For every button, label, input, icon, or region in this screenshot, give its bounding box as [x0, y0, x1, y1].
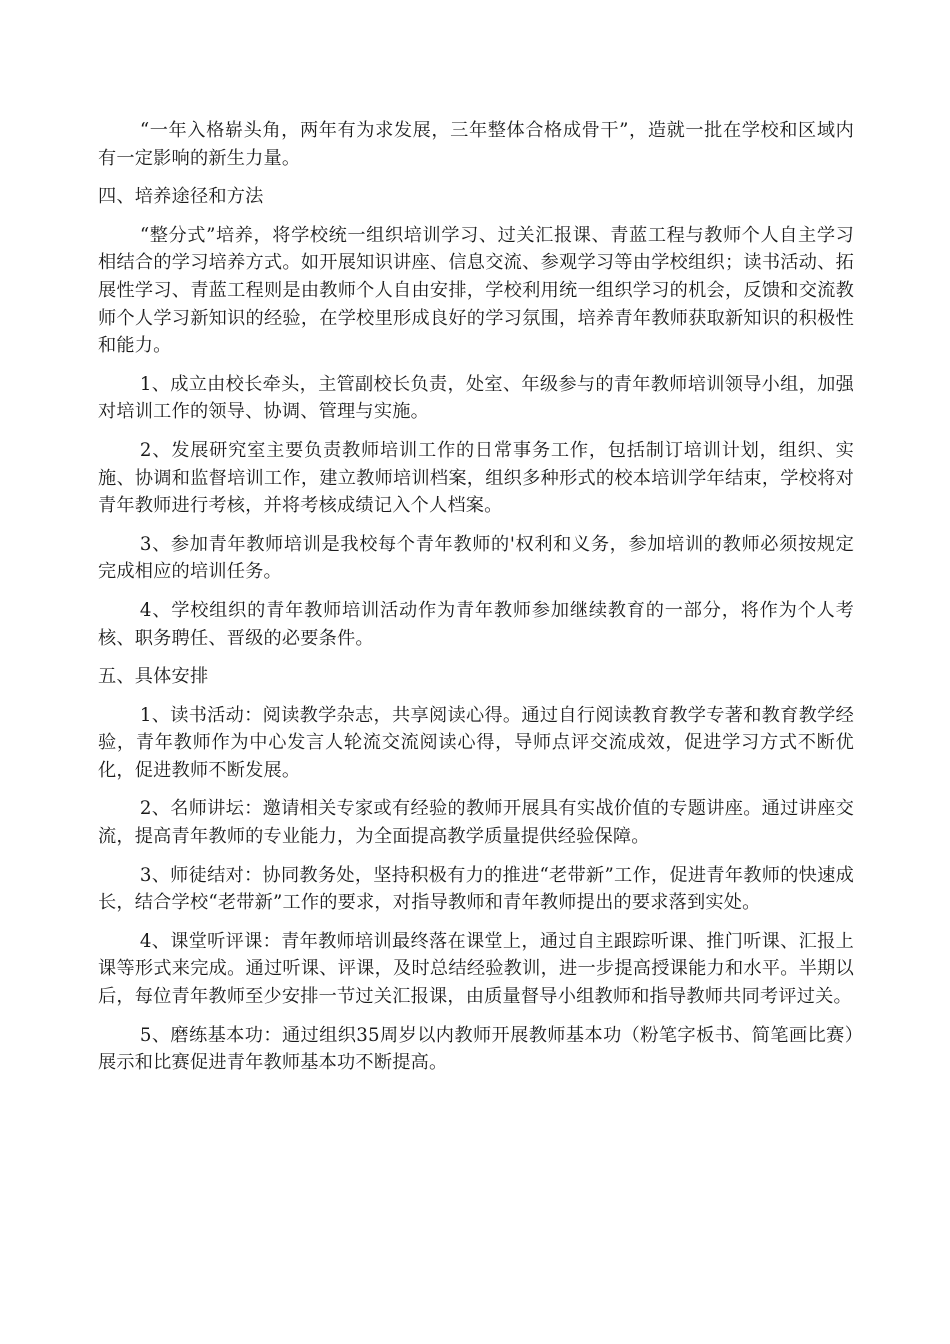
paragraph-arrangement-2: 2、名师讲坛：邀请相关专家或有经验的教师开展具有实战价值的专题讲座。通过讲座交流，提高青年教师的专业能力，为全面提高教学质量提供经验保障。 — [98, 798, 854, 848]
paragraph-item-2: 2、发展研究室主要负责教师培训工作的日常事务工作，包括制订培训计划，组织、实施、协调和监督培训工作，建立教师培训档案，组织多种形式的校本培训学年结束，学校将对青年教师进行考核，并将考核成绩记入个人档案。 — [98, 439, 854, 517]
section-heading-5: 五、具体安排 — [98, 666, 209, 688]
paragraph-item-1: 1、成立由校长牵头，主管副校长负责，处室、年级参与的青年教师培训领导小组，加强对培训工作的领导、协调、管理与实施。 — [98, 373, 854, 423]
paragraph-goal: “一年入格崭头角，两年有为求发展，三年整体合格成骨干”，造就一批在学校和区域内有一定影响的新生力量。 — [98, 120, 854, 169]
paragraph-arrangement-5: 5、磨练基本功：通过组织35周岁以内教师开展教师基本功（粉笔字板书、简笔画比赛）展示和比赛促进青年教师基本功不断提高。 — [98, 1024, 854, 1074]
paragraph-item-4: 4、学校组织的青年教师培训活动作为青年教师参加继续教育的一部分，将作为个人考核、职务聘任、晋级的必要条件。 — [98, 599, 854, 649]
paragraph-arrangement-4: 4、课堂听评课：青年教师培训最终落在课堂上，通过自主跟踪听课、推门听课、汇报上课等形式来完成。通过听课、评课，及时总结经验教训，进一步提高授课能力和水平。半期以后，每位青年教师至少安排一节过关汇报课，由质量督导小组教师和指导教师共同考评过关。 — [98, 930, 854, 1008]
paragraph-training-mode: “整分式”培养，将学校统一组织培训学习、过关汇报课、青蓝工程与教师个人自主学习相结合的学习培养方式。如开展知识讲座、信息交流、参观学习等由学校组织；读书活动、拓展性学习、青蓝工程则是由教师个人自由安排，学校利用统一组织学习的机会，反馈和交流教师个人学习新知识的经验，在学校里形成良好的学习氛围，培养青年教师获取新知识的积极性和能力。 — [98, 224, 854, 357]
paragraph-item-3: 3、参加青年教师培训是我校每个青年教师的'权利和义务，参加培训的教师必须按规定完成相应的培训任务。 — [98, 533, 854, 583]
paragraph-arrangement-3: 3、师徒结对：协同教务处，坚持积极有力的推进“老带新”工作，促进青年教师的快速成长，结合学校“老带新”工作的要求，对指导教师和青年教师提出的要求落到实处。 — [98, 864, 854, 914]
document-body — [98, 117, 854, 1077]
paragraph-arrangement-1: 1、读书活动：阅读教学杂志，共享阅读心得。通过自行阅读教育教学专著和教育教学经验，青年教师作为中心发言人轮流交流阅读心得，导师点评交流成效，促进学习方式不断优化，促进教师不断发展。 — [98, 704, 854, 781]
section-heading-4: 四、培养途径和方法 — [98, 186, 264, 208]
